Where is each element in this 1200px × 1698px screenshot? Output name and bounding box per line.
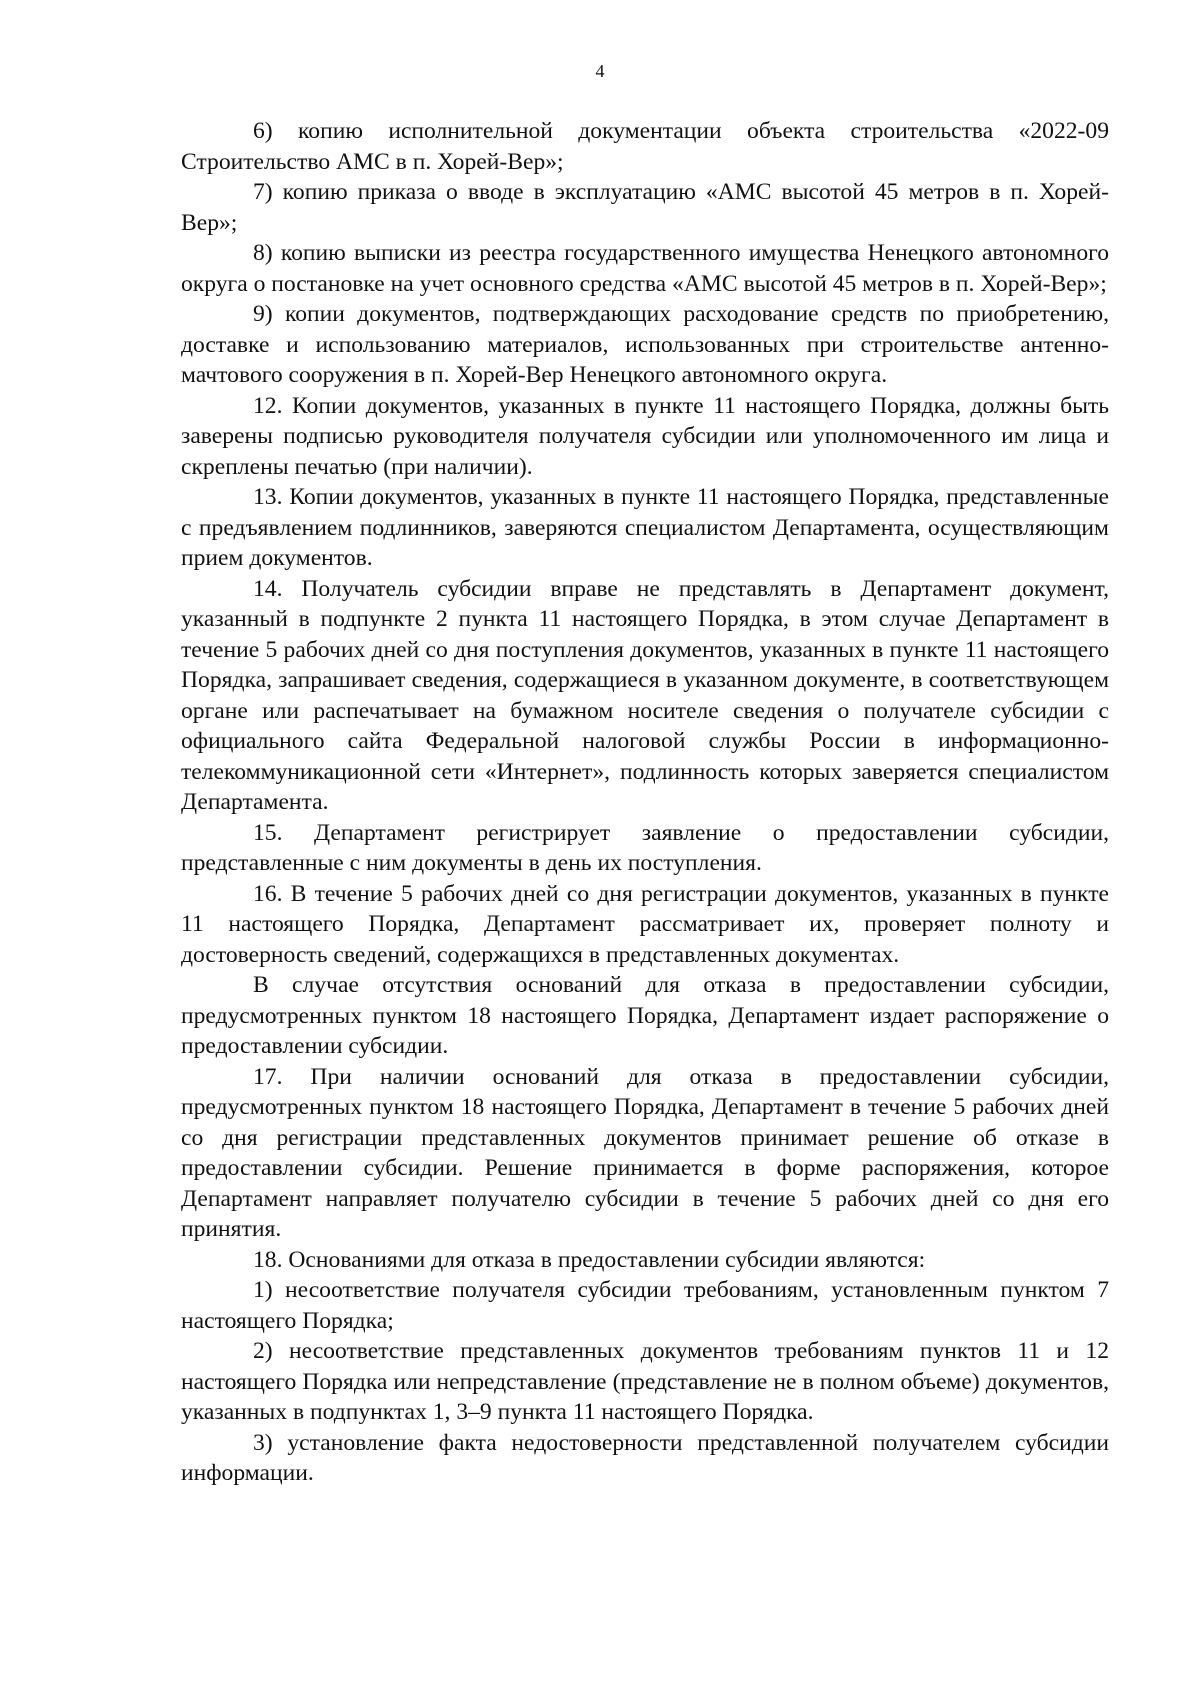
paragraph-clause-17: 17. При наличии оснований для отказа в предоставлении субсидии, предусмотренных пунктом 18 настоящего Порядка, Департамент в течение 5 рабочих дней со дня регистрации представленных документов принимает решение об отказе в предоставлении субсидии. Решение принимается в форме распоряжения, которое Департамент направляет получателю субсидии в течение 5 рабочих дней со дня его принятия. [181, 1063, 1109, 1242]
paragraph-item-8: 8) копию выписки из реестра государственного имущества Ненецкого автономного округа о постановке на учет основного средства «АМС высотой 45 метров в п. Хорей-Вер»; [181, 240, 1109, 297]
paragraph-item-9: 9) копии документов, подтверждающих расходование средств по приобретению, доставке и использованию материалов, использованных при строительстве антенно-мачтового сооружения в п. Хорей-Вер Ненецкого автономного округа. [181, 301, 1109, 388]
paragraph-clause-15: 15. Департамент регистрирует заявление о предоставлении субсидии, представленные с ним документы в день их поступления. [181, 819, 1109, 876]
paragraph-clause-18-item-2: 2) несоответствие представленных документов требованиям пунктов 11 и 12 настоящего Порядка или непредставление (представление не в полном объеме) документов, указанных в подпунктах 1, 3–9 пункта 11 настоящего Порядка. [181, 1338, 1109, 1425]
paragraph-clause-18-item-1: 1) несоответствие получателя субсидии требованиям, установленным пунктом 7 настоящего Порядка; [181, 1277, 1109, 1334]
paragraph-clause-12: 12. Копии документов, указанных в пункте 11 настоящего Порядка, должны быть заверены подписью руководителя получателя субсидии или уполномоченного им лица и скреплены печатью (при наличии). [181, 392, 1109, 480]
paragraph-clause-18: 18. Основаниями для отказа в предоставлении субсидии являются: [253, 1246, 926, 1273]
paragraph-clause-14: 14. Получатель субсидии вправе не представлять в Департамент документ, указанный в подпункте 2 пункта 11 настоящего Порядка, в этом случае Департамент в течение 5 рабочих дней со дня поступления документов, указанных в пункте 11 настоящего Порядка, запрашивает сведения, содержащиеся в указанном документе, в соответствующем органе или распечатывает на бумажном носителе сведения о получателе субсидии с официального сайта Федеральной налоговой службы России в информационно-телекоммуникационной сети «Интернет», подлинность которых заверяется специалистом Департамента. [181, 575, 1109, 815]
paragraph-clause-16: 16. В течение 5 рабочих дней со дня регистрации документов, указанных в пункте 11 настоящего Порядка, Департамент рассматривает их, проверяет полноту и достоверность сведений, содержащихся в представленных документах. [181, 880, 1109, 968]
paragraph-clause-16-continued: В случае отсутствия оснований для отказа в предоставлении субсидии, предусмотренных пунктом 18 настоящего Порядка, Департамент издает распоряжение о предоставлении субсидии. [181, 972, 1109, 1059]
page-number: 4 [595, 61, 605, 81]
paragraph-clause-13: 13. Копии документов, указанных в пункте 11 настоящего Порядка, представленные с предъявлением подлинников, заверяются специалистом Департамента, осуществляющим прием документов. [181, 484, 1109, 571]
paragraph-item-6: 6) копию исполнительной документации объекта строительства «2022-09 Строительство АМС в п. Хорей-Вер»; [181, 118, 1109, 175]
paragraph-item-7: 7) копию приказа о вводе в эксплуатацию «АМС высотой 45 метров в п. Хорей-Вер»; [181, 179, 1109, 236]
document-body [181, 116, 1109, 1489]
paragraph-clause-18-item-3: 3) установление факта недостоверности представленной получателем субсидии информации. [181, 1429, 1109, 1486]
